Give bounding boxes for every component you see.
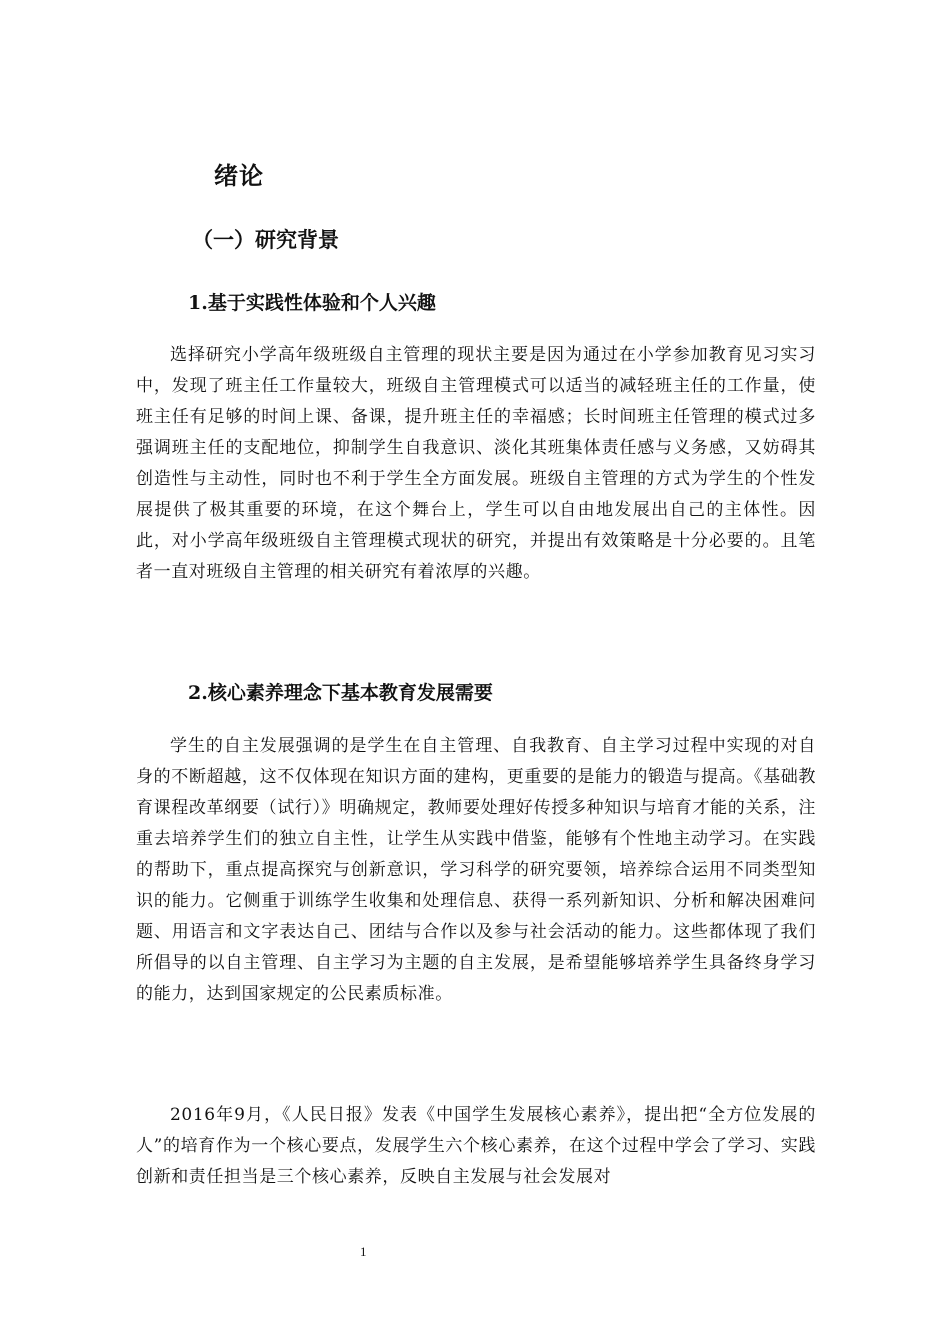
paragraph-1: 选择研究小学高年级班级自主管理的现状主要是因为通过在小学参加教育见习实习中，发现了班主任工作量较大，班级自主管理模式可以适当的减轻班主任的工作量，使班主任有足够的时间上课、备课，提升班主任的幸福感；长时间班主任管理的模式过多强调班主任的支配地位，抑制学生自我意识、淡化其班集体责任感与义务感，又妨碍其创造性与主动性，同时也不利于学生全方面发展。班级自主管理的方式为学生的个性发展提供了极其重要的环境，在这个舞台上，学生可以自由地发展出自己的主体性。因此，对小学高年级班级自主管理模式现状的研究，并提出有效策略是十分必要的。且笔者一直对班级自主管理的相关研究有着浓厚的兴趣。	[136, 345, 816, 582]
paragraph-2: 学生的自主发展强调的是学生在自主管理、自我教育、自主学习过程中实现的对自身的不断超越，这不仅体现在知识方面的建构，更重要的是能力的锻造与提高。《基础教育课程改革纲要（试行）》明确规定，教师要处理好传授多种知识与培育才能的关系，注重去培养学生们的独立自主性，让学生从实践中借鉴，能够有个性地主动学习。在实践的帮助下，重点提高探究与创新意识，学习科学的研究要领，培养综合运用不同类型知识的能力。它侧重于训练学生收集和处理信息、获得一系列新知识、分析和解决困难问题、用语言和文字表达自己、团结与合作以及参与社会活动的能力。这些都体现了我们所倡导的以自主管理、自主学习为主题的自主发展，是希望能够培养学生具备终身学习的能力，达到国家规定的公民素质标准。	[136, 736, 816, 1004]
page-number: 1	[360, 1244, 367, 1259]
chapter-title: 绪论	[214, 161, 264, 190]
section-heading: （一）研究背景	[192, 227, 339, 252]
subsection-heading-2: 2.核心素养理念下基本教育发展需要	[188, 682, 493, 704]
subsection-heading-1: 1.基于实践性体验和个人兴趣	[188, 292, 436, 314]
paragraph-3: 2016年9月，《人民日报》发表《中国学生发展核心素养》，提出把“全方位发展的人”的培育作为一个核心要点，发展学生六个核心素养，在这个过程中学会了学习、实践创新和责任担当是三个核心素养，反映自主发展与社会发展对	[136, 1105, 816, 1187]
